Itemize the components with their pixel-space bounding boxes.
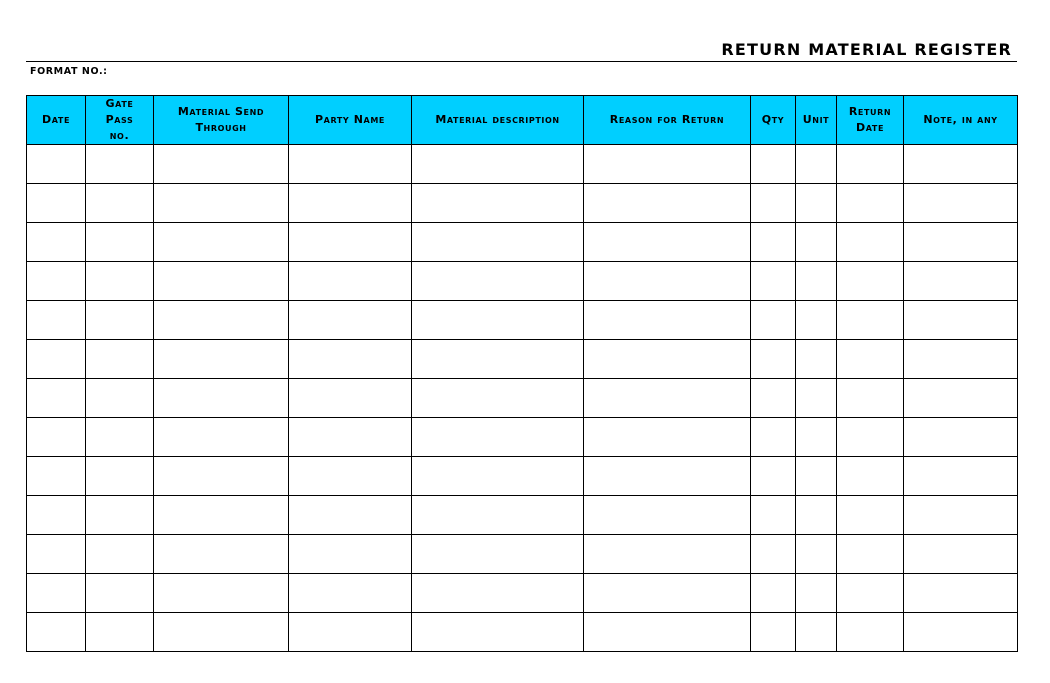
table-cell bbox=[27, 262, 86, 301]
table-cell bbox=[796, 301, 837, 340]
table-cell bbox=[154, 379, 289, 418]
table-cell bbox=[904, 223, 1018, 262]
table-cell bbox=[904, 457, 1018, 496]
table-cell bbox=[796, 574, 837, 613]
table-cell bbox=[289, 535, 412, 574]
table-cell bbox=[584, 574, 751, 613]
table-cell bbox=[86, 262, 154, 301]
table-cell bbox=[27, 574, 86, 613]
table-cell bbox=[86, 613, 154, 652]
table-cell bbox=[751, 418, 796, 457]
table-cell bbox=[86, 184, 154, 223]
table-cell bbox=[289, 496, 412, 535]
table-cell bbox=[904, 184, 1018, 223]
table-cell bbox=[796, 535, 837, 574]
table-cell bbox=[751, 379, 796, 418]
table-cell bbox=[904, 418, 1018, 457]
table-cell bbox=[154, 145, 289, 184]
table-cell bbox=[27, 379, 86, 418]
table-cell bbox=[796, 145, 837, 184]
table-cell bbox=[904, 613, 1018, 652]
table-row bbox=[27, 262, 1018, 301]
table-cell bbox=[751, 340, 796, 379]
column-header-note: Note, in any bbox=[904, 96, 1018, 145]
table-cell bbox=[27, 457, 86, 496]
table-cell bbox=[289, 301, 412, 340]
title-divider bbox=[26, 61, 1017, 62]
table-cell bbox=[154, 301, 289, 340]
table-row bbox=[27, 340, 1018, 379]
column-header-party-name: Party Name bbox=[289, 96, 412, 145]
table-cell bbox=[289, 418, 412, 457]
table-cell bbox=[904, 262, 1018, 301]
table-row bbox=[27, 535, 1018, 574]
table-cell bbox=[412, 223, 584, 262]
table-cell bbox=[584, 262, 751, 301]
table-cell bbox=[584, 496, 751, 535]
table-cell bbox=[584, 535, 751, 574]
table-cell bbox=[154, 574, 289, 613]
table-cell bbox=[751, 496, 796, 535]
table-cell bbox=[154, 457, 289, 496]
table-cell bbox=[751, 184, 796, 223]
table-cell bbox=[751, 457, 796, 496]
table-cell bbox=[412, 535, 584, 574]
table-cell bbox=[289, 613, 412, 652]
table-cell bbox=[412, 340, 584, 379]
table-cell bbox=[796, 496, 837, 535]
table-cell bbox=[796, 379, 837, 418]
table-cell bbox=[412, 496, 584, 535]
table-cell bbox=[86, 535, 154, 574]
table-cell bbox=[412, 184, 584, 223]
table-cell bbox=[837, 535, 904, 574]
table-cell bbox=[27, 145, 86, 184]
table-cell bbox=[584, 223, 751, 262]
table-row bbox=[27, 418, 1018, 457]
table-cell bbox=[412, 379, 584, 418]
table-cell bbox=[837, 613, 904, 652]
column-header-return-date: Return Date bbox=[837, 96, 904, 145]
table-cell bbox=[289, 457, 412, 496]
table-cell bbox=[86, 418, 154, 457]
table-cell bbox=[27, 418, 86, 457]
register-title: RETURN MATERIAL REGISTER bbox=[721, 40, 1012, 59]
table-row bbox=[27, 457, 1018, 496]
table-cell bbox=[584, 613, 751, 652]
column-header-date: Date bbox=[27, 96, 86, 145]
table-cell bbox=[796, 340, 837, 379]
table-cell bbox=[584, 340, 751, 379]
table-cell bbox=[751, 574, 796, 613]
table-cell bbox=[584, 145, 751, 184]
table-cell bbox=[289, 262, 412, 301]
table-cell bbox=[154, 613, 289, 652]
table-cell bbox=[796, 457, 837, 496]
table-cell bbox=[796, 262, 837, 301]
table-cell bbox=[86, 379, 154, 418]
table-cell bbox=[837, 379, 904, 418]
table-cell bbox=[904, 340, 1018, 379]
table-cell bbox=[27, 340, 86, 379]
table-cell bbox=[154, 184, 289, 223]
column-header-reason-for-return: Reason for Return bbox=[584, 96, 751, 145]
table-row bbox=[27, 574, 1018, 613]
table-cell bbox=[27, 184, 86, 223]
table-row bbox=[27, 301, 1018, 340]
table-cell bbox=[154, 535, 289, 574]
table-cell bbox=[837, 574, 904, 613]
table-cell bbox=[751, 301, 796, 340]
table-cell bbox=[751, 613, 796, 652]
table-cell bbox=[86, 223, 154, 262]
table-cell bbox=[584, 379, 751, 418]
table-cell bbox=[289, 340, 412, 379]
table-row bbox=[27, 184, 1018, 223]
table-cell bbox=[904, 301, 1018, 340]
table-cell bbox=[289, 574, 412, 613]
table-cell bbox=[86, 145, 154, 184]
column-header-material-description: Material description bbox=[412, 96, 584, 145]
table-cell bbox=[86, 457, 154, 496]
table-cell bbox=[796, 223, 837, 262]
table-cell bbox=[796, 418, 837, 457]
table-cell bbox=[904, 145, 1018, 184]
table-cell bbox=[289, 379, 412, 418]
table-cell bbox=[751, 535, 796, 574]
table-cell bbox=[86, 301, 154, 340]
format-number-label: FORMAT NO.: bbox=[30, 66, 108, 77]
table-cell bbox=[751, 262, 796, 301]
table-cell bbox=[412, 301, 584, 340]
column-header-unit: Unit bbox=[796, 96, 837, 145]
table-cell bbox=[412, 613, 584, 652]
table-cell bbox=[837, 457, 904, 496]
table-cell bbox=[837, 145, 904, 184]
table-cell bbox=[837, 340, 904, 379]
table-cell bbox=[584, 301, 751, 340]
table-cell bbox=[289, 184, 412, 223]
table-row bbox=[27, 379, 1018, 418]
table-header-row bbox=[27, 96, 1018, 145]
table-cell bbox=[837, 301, 904, 340]
table-cell bbox=[837, 496, 904, 535]
table-cell bbox=[27, 613, 86, 652]
table-cell bbox=[27, 223, 86, 262]
table-cell bbox=[837, 223, 904, 262]
table-cell bbox=[584, 418, 751, 457]
table-cell bbox=[289, 223, 412, 262]
table-cell bbox=[154, 340, 289, 379]
table-cell bbox=[27, 535, 86, 574]
table-row bbox=[27, 145, 1018, 184]
table-cell bbox=[751, 223, 796, 262]
table-cell bbox=[837, 262, 904, 301]
table-cell bbox=[86, 340, 154, 379]
table-cell bbox=[904, 379, 1018, 418]
return-material-register-table bbox=[26, 95, 1018, 652]
table-cell bbox=[904, 574, 1018, 613]
table-cell bbox=[154, 418, 289, 457]
register-table-body bbox=[27, 145, 1018, 652]
table-row bbox=[27, 223, 1018, 262]
table-row bbox=[27, 613, 1018, 652]
column-header-qty: Qty bbox=[751, 96, 796, 145]
table-cell bbox=[412, 457, 584, 496]
table-cell bbox=[796, 613, 837, 652]
table-cell bbox=[412, 145, 584, 184]
table-cell bbox=[904, 496, 1018, 535]
column-header-material-send-through: Material Send Through bbox=[154, 96, 289, 145]
table-cell bbox=[412, 574, 584, 613]
table-cell bbox=[751, 145, 796, 184]
table-cell bbox=[154, 496, 289, 535]
table-cell bbox=[837, 184, 904, 223]
table-cell bbox=[904, 535, 1018, 574]
table-cell bbox=[837, 418, 904, 457]
table-cell bbox=[86, 496, 154, 535]
table-cell bbox=[289, 145, 412, 184]
table-cell bbox=[412, 418, 584, 457]
column-header-gate-pass-no: Gate Pass no. bbox=[86, 96, 154, 145]
table-row bbox=[27, 496, 1018, 535]
table-cell bbox=[412, 262, 584, 301]
table-cell bbox=[27, 496, 86, 535]
table-cell bbox=[584, 184, 751, 223]
table-cell bbox=[584, 457, 751, 496]
table-cell bbox=[154, 262, 289, 301]
table-cell bbox=[86, 574, 154, 613]
table-cell bbox=[27, 301, 86, 340]
table-cell bbox=[796, 184, 837, 223]
table-cell bbox=[154, 223, 289, 262]
